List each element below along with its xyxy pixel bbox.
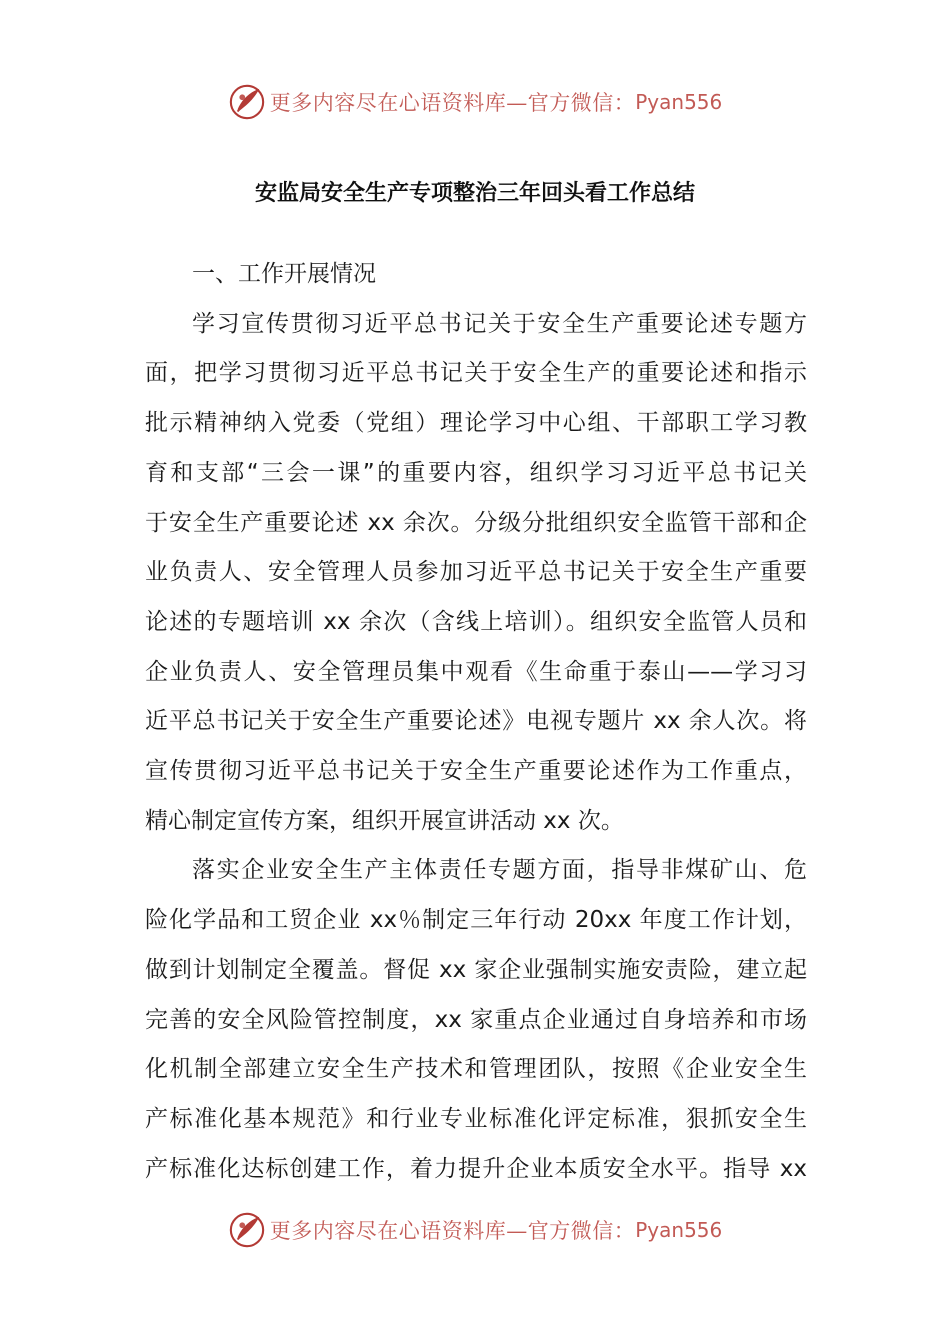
text-line: 落实企业安全生产主体责任专题方面，指导非煤矿山、危 bbox=[192, 857, 807, 884]
quill-pen-logo-icon bbox=[228, 83, 266, 121]
text-line: 产标准化基本规范》和行业专业标准化评定标准，狠抓安全生 bbox=[145, 1105, 807, 1132]
paragraph-2 bbox=[145, 846, 807, 1194]
text-line: 近平总书记关于安全生产重要论述》电视专题片 xx 余人次。将 bbox=[145, 708, 807, 735]
text-line: 业负责人、安全管理人员参加习近平总书记关于安全生产重要 bbox=[145, 559, 807, 586]
text-line: 批示精神纳入党委（党组）理论学习中心组、干部职工学习教 bbox=[145, 410, 807, 437]
document-body bbox=[145, 250, 807, 1194]
text-line: 做到计划制定全覆盖。督促 xx 家企业强制实施安责险，建立起 bbox=[145, 956, 807, 983]
watermark-account: Pyan556 bbox=[635, 1218, 723, 1242]
text-line: 宣传贯彻习近平总书记关于安全生产重要论述作为工作重点， bbox=[145, 758, 807, 785]
text-line: 险化学品和工贸企业 xx％制定三年行动 20xx 年度工作计划， bbox=[145, 907, 807, 934]
header-watermark bbox=[0, 80, 950, 124]
text-line: 面，把学习贯彻习近平总书记关于安全生产的重要论述和指示 bbox=[145, 360, 807, 387]
text-line: 精心制定宣传方案，组织开展宣讲活动 xx 次。 bbox=[145, 807, 624, 834]
watermark-text: 更多内容尽在心语资料库—官方微信： bbox=[269, 1219, 636, 1243]
text-line: 企业负责人、安全管理员集中观看《生命重于泰山——学习习 bbox=[145, 658, 807, 685]
watermark-text: 更多内容尽在心语资料库—官方微信： bbox=[269, 91, 636, 115]
text-line: 完善的安全风险管控制度，xx 家重点企业通过自身培养和市场 bbox=[145, 1006, 807, 1033]
footer-watermark bbox=[0, 1208, 950, 1252]
paragraph-1 bbox=[145, 300, 807, 847]
text-line: 于安全生产重要论述 xx 余次。分级分批组织安全监管干部和企 bbox=[145, 509, 807, 536]
section-heading: 一、工作开展情况 bbox=[192, 261, 376, 287]
document-title: 安监局安全生产专项整治三年回头看工作总结 bbox=[254, 181, 695, 206]
watermark-account: Pyan556 bbox=[635, 90, 723, 114]
text-line: 学习宣传贯彻习近平总书记关于安全生产重要论述专题方 bbox=[192, 310, 807, 337]
text-line: 产标准化达标创建工作，着力提升企业本质安全水平。指导 xx bbox=[145, 1155, 807, 1182]
text-line: 化机制全部建立安全生产技术和管理团队，按照《企业安全生 bbox=[145, 1056, 807, 1083]
text-line: 论述的专题培训 xx 余次（含线上培训）。组织安全监管人员和 bbox=[145, 608, 807, 635]
quill-pen-logo-icon bbox=[228, 1211, 266, 1249]
text-line: 育和支部“三会一课”的重要内容，组织学习习近平总书记关 bbox=[145, 459, 807, 486]
